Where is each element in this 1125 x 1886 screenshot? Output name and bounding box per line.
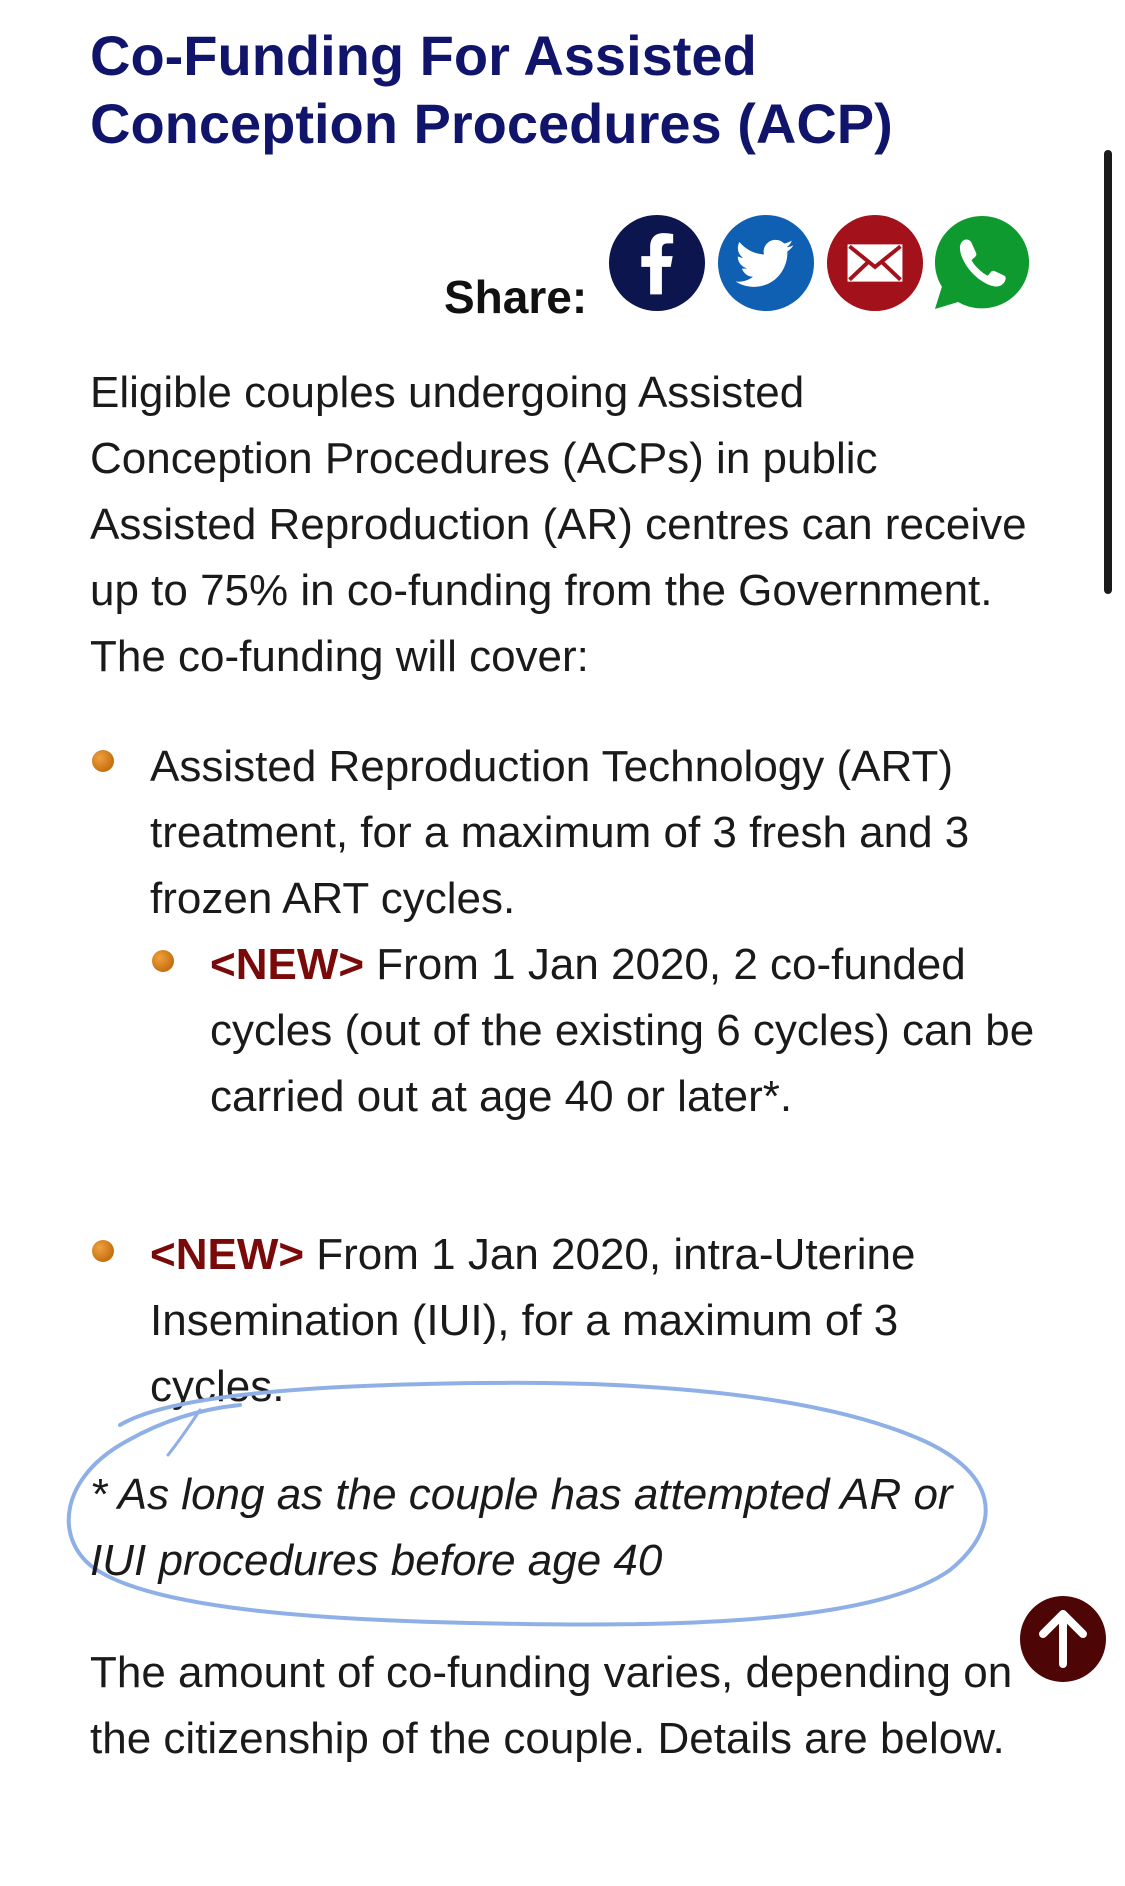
intro-paragraph: Eligible couples undergoing Assisted Conception Procedures (ACPs) in public Assisted Reproduction (AR) centres can receive up to 75% in co-funding from the Government. The co-funding will cover: xyxy=(90,368,1027,681)
list-item-text: From 1 Jan 2020, intra-Uterine Insemination (IUI), for a maximum of 3 cycles. xyxy=(150,1230,916,1411)
whatsapp-share-button[interactable] xyxy=(933,214,1031,312)
list-item-art-new xyxy=(210,932,1050,1130)
footnote: * As long as the couple has attempted AR or IUI procedures before age 40 xyxy=(90,1470,953,1585)
facebook-icon xyxy=(608,214,706,312)
back-to-top-button[interactable] xyxy=(1020,1596,1106,1682)
facebook-share-button[interactable] xyxy=(608,214,706,312)
twitter-icon xyxy=(717,214,815,312)
share-bar xyxy=(440,214,1040,324)
bullet-dot xyxy=(92,750,114,772)
list-item-text: Assisted Reproduction Technology (ART) treatment, for a maximum of 3 fresh and 3 frozen ART cycles. xyxy=(150,742,970,923)
share-label: Share: xyxy=(444,271,588,323)
email-share-button[interactable] xyxy=(826,214,924,312)
bullet-dot xyxy=(92,1240,114,1262)
list-item-art xyxy=(150,734,1030,932)
arrow-up-icon xyxy=(1020,1596,1106,1682)
twitter-share-button[interactable] xyxy=(717,214,815,312)
page-title: Co-Funding For Assisted Conception Procedures (ACP) xyxy=(90,24,893,155)
list-item-text: From 1 Jan 2020, 2 co-funded cycles (out of the existing 6 cycles) can be carried out at age 40 or later*. xyxy=(210,940,1035,1121)
whatsapp-icon xyxy=(933,214,1031,312)
bullet-dot xyxy=(152,950,174,972)
scrollbar-thumb[interactable] xyxy=(1104,150,1112,594)
new-tag: <NEW> xyxy=(210,940,365,989)
amount-paragraph: The amount of co-funding varies, depending on the citizenship of the couple. Details are below. xyxy=(90,1648,1013,1763)
email-icon xyxy=(826,214,924,312)
new-tag: <NEW> xyxy=(150,1230,305,1279)
list-item-iui xyxy=(150,1222,1030,1420)
